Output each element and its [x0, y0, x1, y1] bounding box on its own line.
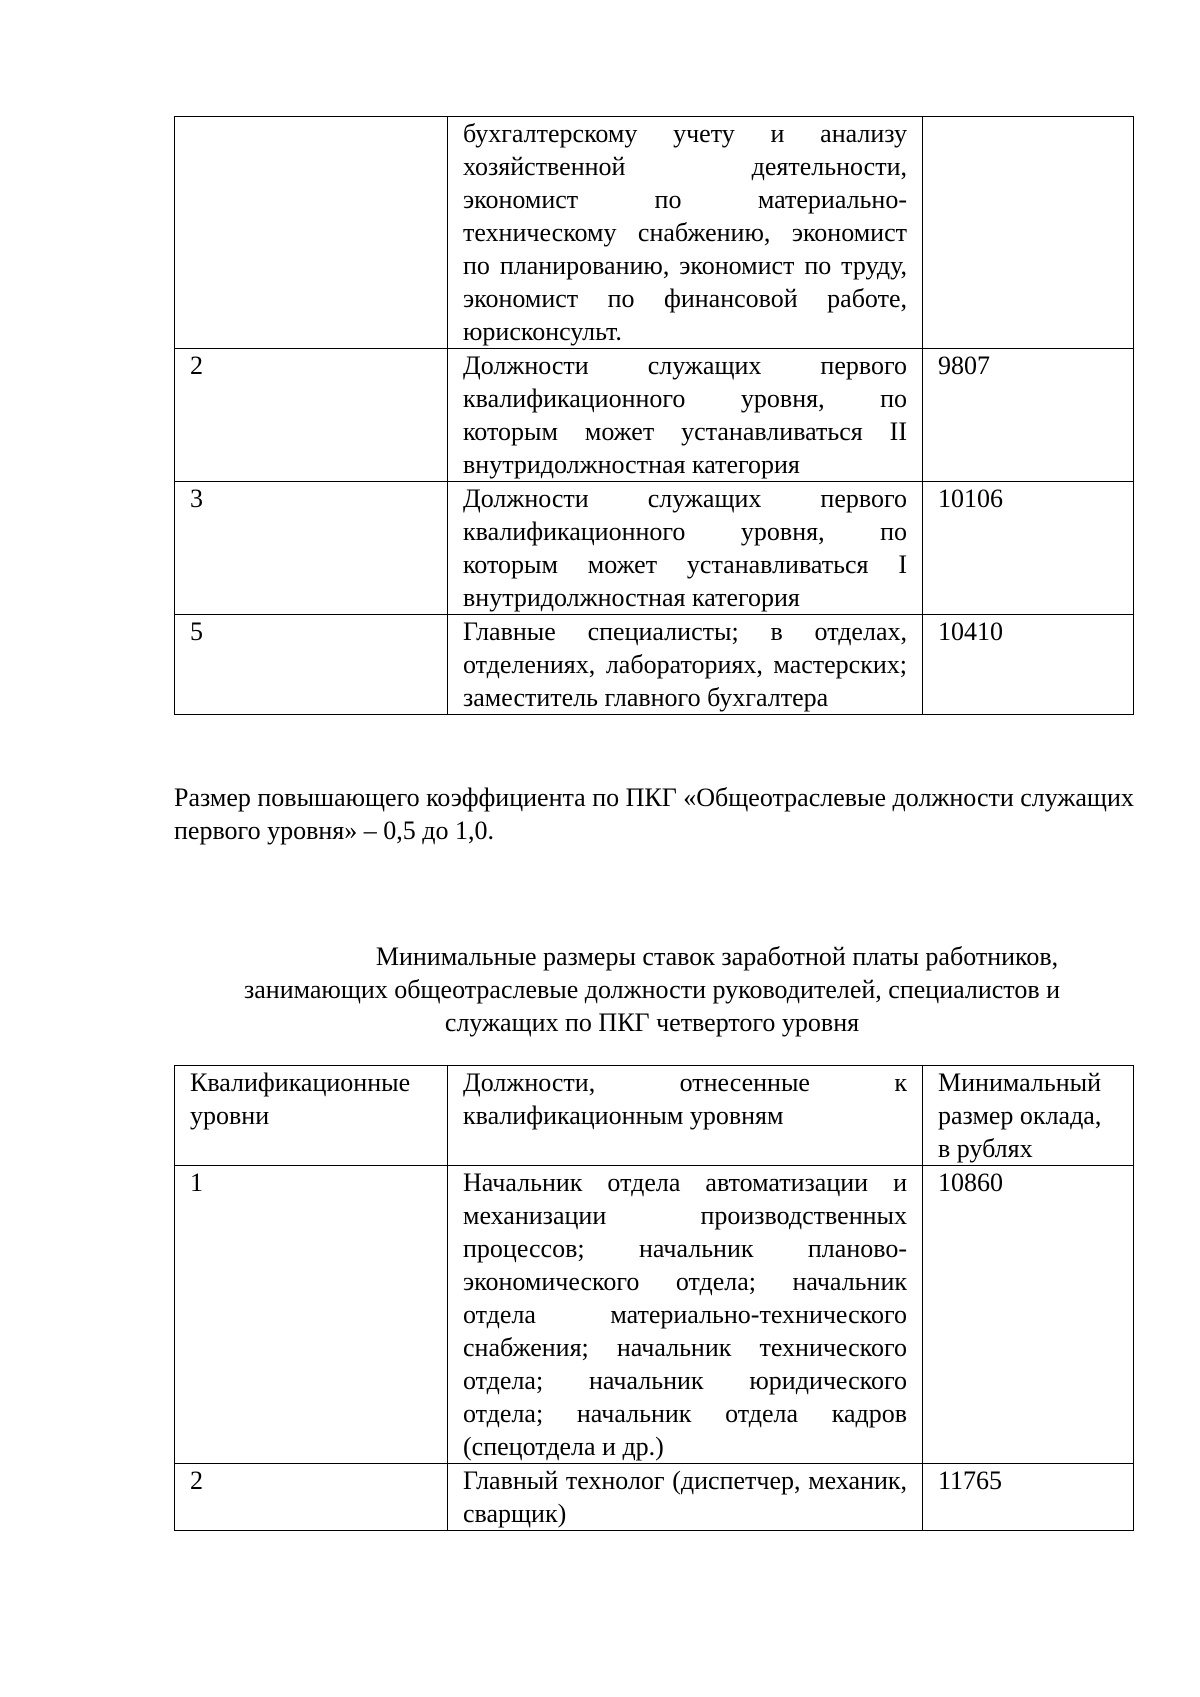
heading-line: Минимальные размеры ставок заработной платы работников, — [375, 942, 1059, 971]
salary-table-continued — [174, 116, 1134, 715]
table-row — [175, 615, 1134, 715]
positions-cell: Начальник отдела автоматизации и механизации производственных процессов; начальник планово-экономического отдела; начальник отдела материально-технического снабжения; начальник технического отдела; начальник юридического отдела; начальник отдела кадров (спецотдела и др.) — [448, 1166, 923, 1464]
salary-cell — [923, 117, 1134, 349]
level-cell: 5 — [175, 615, 448, 715]
heading-line: занимающих общеотраслевые должности руководителей, специалистов и — [243, 975, 1061, 1004]
salary-cell: 10106 — [923, 482, 1134, 615]
salary-cell: 10410 — [923, 615, 1134, 715]
heading-line: служащих по ПКГ четвертого уровня — [444, 1008, 860, 1037]
level-cell — [175, 117, 448, 349]
table-header-row — [175, 1066, 1134, 1166]
coefficient-note: Размер повышающего коэффициента по ПКГ «Общеотраслевые должности служащих первого уровня» – 0,5 до 1,0. — [174, 783, 1134, 845]
positions-cell: Должности служащих первого квалификационного уровня, по которым может устанавливаться II внутридолжностная категория — [448, 349, 923, 482]
header-positions: Должности, отнесенные к квалификационным уровням — [448, 1066, 923, 1166]
level-cell: 2 — [175, 1464, 448, 1531]
level-cell: 1 — [175, 1166, 448, 1464]
level-cell: 3 — [175, 482, 448, 615]
positions-cell: Главный технолог (диспетчер, механик, сварщик) — [448, 1464, 923, 1531]
table-row — [175, 1166, 1134, 1464]
section-heading — [174, 940, 1130, 1039]
positions-cell: Должности служащих первого квалификационного уровня, по которым может устанавливаться I внутридолжностная категория — [448, 482, 923, 615]
salary-table-level-four — [174, 1065, 1134, 1531]
table-row — [175, 1464, 1134, 1531]
salary-cell: 11765 — [923, 1464, 1134, 1531]
table-row — [175, 349, 1134, 482]
positions-cell: Главные специалисты; в отделах, отделениях, лабораториях, мастерских; заместитель главного бухгалтера — [448, 615, 923, 715]
level-cell: 2 — [175, 349, 448, 482]
salary-cell: 9807 — [923, 349, 1134, 482]
header-salary: Минимальный размер оклада, в рублях — [923, 1066, 1134, 1166]
table-row — [175, 117, 1134, 349]
positions-cell: бухгалтерскому учету и анализу хозяйственной деятельности, экономист по материально-техническому снабжению, экономист по планированию, экономист по труду, экономист по финансовой работе, юрисконсульт. — [448, 117, 923, 349]
header-level: Квалификационные уровни — [175, 1066, 448, 1166]
salary-cell: 10860 — [923, 1166, 1134, 1464]
table-row — [175, 482, 1134, 615]
